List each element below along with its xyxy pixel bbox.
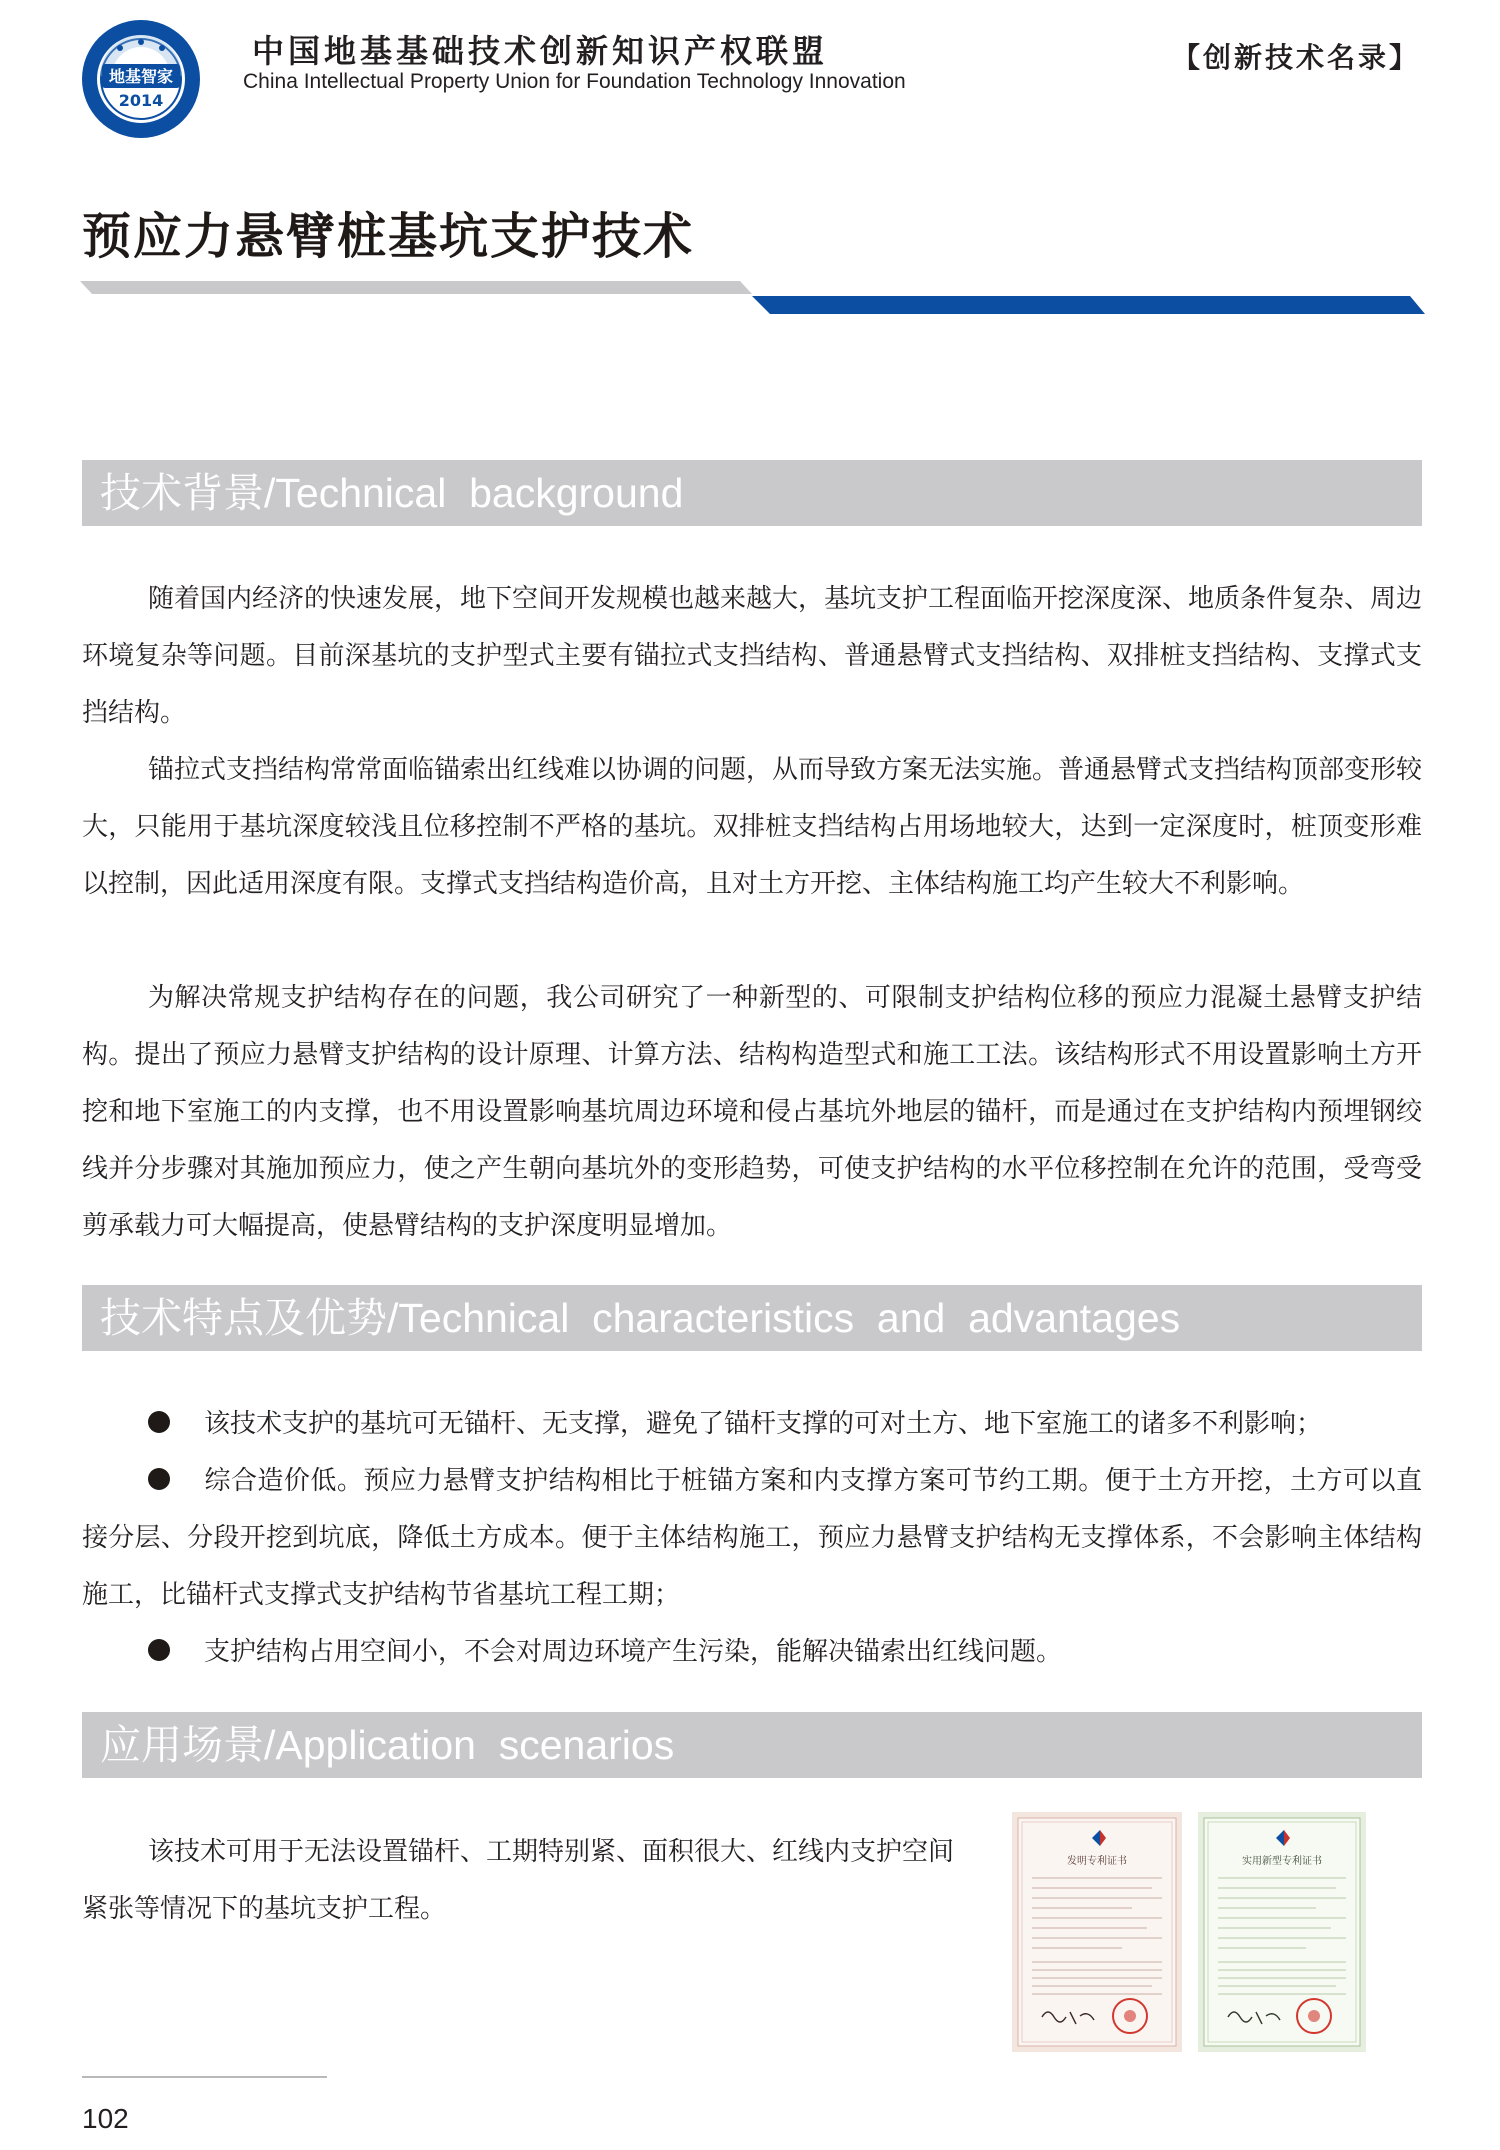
utility-model-patent-certificate-image — [1198, 1812, 1366, 2052]
title-underline-bar — [80, 280, 1425, 316]
section-heading-background: 技术背景/Technical background — [82, 460, 1422, 526]
catalog-tag: 【创新技术名录】 — [1171, 41, 1420, 74]
logo-year: 2014 — [118, 91, 164, 110]
section-heading-advantages: 技术特点及优势/Technical characteristics and advantages — [82, 1285, 1422, 1351]
background-paragraph-1: 随着国内经济的快速发展，地下空间开发规模也越来越大，基坑支护工程面临开挖深度深、地质条件复杂、周边环境复杂等问题。目前深基坑的支护型式主要有锚拉式支挡结构、普通悬臂式支挡结构、双排桩支挡结构、支撑式支挡结构。 — [82, 584, 1423, 728]
org-name-en: China Intellectual Property Union for Foundation Technology Innovation — [243, 70, 906, 93]
application-paragraph: 该技术可用于无法设置锚杆、工期特别紧、面积很大、红线内支护空间紧张等情况下的基坑支护工程。 — [82, 1837, 955, 1924]
footer-divider — [82, 2076, 327, 2078]
union-logo — [80, 18, 202, 140]
bullet-dot-icon — [148, 1639, 170, 1661]
page-number: 102 — [82, 2103, 129, 2134]
invention-patent-certificate-image — [1012, 1812, 1182, 2052]
page-title: 预应力悬臂桩基坑支护技术 — [82, 208, 695, 265]
cert-2-title: 实用新型专利证书 — [1242, 1856, 1322, 1867]
background-paragraph-2: 锚拉式支挡结构常常面临锚索出红线难以协调的问题，从而导致方案无法实施。普通悬臂式支挡结构顶部变形较大，只能用于基坑深度较浅且位移控制不严格的基坑。双排桩支挡结构占用场地较大，达到一定深度时，桩顶变形难以控制，因此适用深度有限。支撑式支挡结构造价高，且对土方开挖、主体结构施工均产生较大不利影响。 — [82, 755, 1423, 899]
org-name-cn: 中国地基基础技术创新知识产权联盟 — [252, 32, 829, 70]
advantage-item-1: 该技术支护的基坑可无锚杆、无支撑，避免了锚杆支撑的可对土方、地下室施工的诸多不利影响； — [82, 1396, 1422, 1453]
cert-1-title: 发明专利证书 — [1067, 1856, 1127, 1867]
background-paragraph-3: 为解决常规支护结构存在的问题，我公司研究了一种新型的、可限制支护结构位移的预应力混凝土悬臂支护结构。提出了预应力悬臂支护结构的设计原理、计算方法、结构构造型式和施工工法。该结构形式不用设置影响土方开挖和地下室施工的内支撑，也不用设置影响基坑周边环境和侵占基坑外地层的锚杆，而是通过在支护结构内预埋钢绞线并分步骤对其施加预应力，使之产生朝向基坑外的变形趋势，可使支护结构的水平位移控制在允许的范围，受弯受剪承载力可大幅提高，使悬臂结构的支护深度明显增加。 — [82, 983, 1422, 1241]
bullet-dot-icon — [148, 1468, 170, 1490]
advantage-item-2: 综合造价低。预应力悬臂支护结构相比于桩锚方案和内支撑方案可节约工期。便于土方开挖，土方可以直接分层、分段开挖到坑底，降低土方成本。便于主体结构施工，预应力悬臂支护结构无支撑体系，不会影响主体结构施工，比锚杆式支撑式支护结构节省基坑工程工期； — [82, 1466, 1422, 1610]
logo-badge-text: 地基智家 — [108, 67, 174, 86]
section-heading-application: 应用场景/Application scenarios — [82, 1712, 1422, 1778]
advantage-item-3: 支护结构占用空间小，不会对周边环境产生污染，能解决锚索出红线问题。 — [82, 1624, 1422, 1681]
bullet-dot-icon — [148, 1411, 170, 1433]
